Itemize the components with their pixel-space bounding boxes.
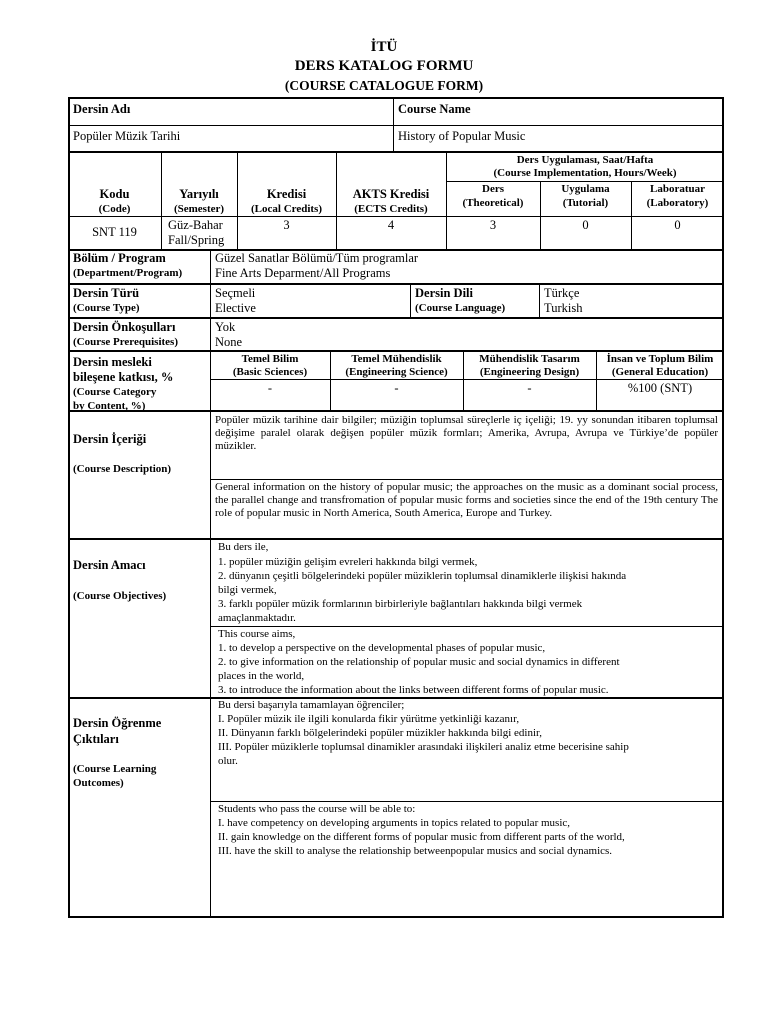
prerequisites-label-en: (Course Prerequisites) — [73, 336, 178, 348]
semester-header-en: (Semester) — [173, 203, 225, 215]
theoretical-header-en: (Theoretical) — [462, 197, 524, 209]
general-education-header-en: (General Education) — [611, 366, 709, 378]
department-value-en: Fine Arts Deparment/All Programs — [215, 266, 391, 280]
objectives-en-intro: This course aims, — [218, 628, 296, 640]
outcomes-tr-3a: III. Popüler müziklerle toplumsal dinamikler arasındaki ilişkileri analiz etme becerisine sahip — [218, 741, 629, 753]
divider — [68, 350, 724, 352]
course-type-label-en: (Course Type) — [73, 302, 140, 314]
divider — [393, 97, 394, 152]
code-header: Kodu — [99, 187, 130, 201]
laboratory-header: Laboratuar — [650, 183, 705, 195]
department-label: Bölüm / Program — [73, 251, 166, 265]
objectives-tr-3a: 3. farklı popüler müzik formlarının birbirleriyle bağlantıları hakkında bilgi vermek — [218, 598, 583, 610]
theoretical-header: Ders — [482, 183, 504, 195]
laboratory-header-en: (Laboratory) — [646, 197, 709, 209]
divider — [210, 801, 724, 802]
outcomes-label-en-1: (Course Learning — [73, 763, 157, 775]
outcomes-tr-2: II. Dünyanın farklı bölgelerindeki popüler müzikler hakkında bilgi edinir, — [218, 727, 542, 739]
laboratory-value: 0 — [674, 218, 681, 232]
objectives-label: Dersin Amacı — [73, 558, 146, 572]
engineering-science-header-en: (Engineering Science) — [345, 366, 448, 378]
objectives-en-3: 3. to introduce the information about the links between different forms of popular music. — [218, 684, 609, 696]
category-label-en-2: by Content, %) — [73, 400, 146, 412]
outcomes-tr-1: I. Popüler müzik ile ilgili konularda fikir yürütme yetkinliği kazanır, — [218, 713, 520, 725]
basic-sciences-header: Temel Bilim — [241, 353, 299, 365]
divider — [410, 283, 411, 318]
form-header — [0, 38, 768, 95]
course-language-label: Dersin Dili — [415, 286, 473, 300]
tutorial-header: Uygulama — [561, 183, 610, 195]
prerequisites-value-tr: Yok — [215, 320, 236, 334]
course-name-label-tr: Dersin Adı — [73, 102, 131, 116]
objectives-tr-2b: bilgi vermek, — [218, 584, 277, 596]
semester-value-tr: Güz-Bahar — [168, 218, 223, 232]
description-label: Dersin İçeriği — [73, 432, 147, 446]
credit-header-en: (Local Credits) — [251, 203, 322, 215]
semester-header: Yarıyılı — [179, 187, 219, 201]
description-label-en: (Course Description) — [73, 463, 172, 475]
objectives-tr-3b: amaçlanmaktadır. — [218, 612, 296, 624]
category-label-1: Dersin mesleki — [73, 355, 152, 369]
implementation-header: Ders Uygulaması, Saat/Hafta — [516, 154, 654, 166]
divider — [210, 479, 724, 480]
course-code-value: SNT 119 — [92, 225, 137, 239]
code-header-en: (Code) — [98, 203, 131, 215]
divider — [68, 151, 724, 153]
divider — [446, 181, 724, 182]
outcomes-label-2: Çıktıları — [73, 732, 119, 746]
divider — [68, 283, 724, 285]
engineering-science-value: - — [394, 381, 399, 395]
divider — [68, 216, 724, 217]
general-education-header: İnsan ve Toplum Bilim — [606, 353, 714, 365]
objectives-tr-1: 1. popüler müziğin gelişim evreleri hakkında bilgi vermek, — [218, 556, 478, 568]
outcomes-en-1: I. have competency on developing arguments in topics related to popular music, — [218, 817, 571, 829]
institution-title: İTÜ — [370, 39, 398, 55]
theoretical-value: 3 — [489, 218, 497, 232]
objectives-tr-2a: 2. dünyanın çeşitli bölgelerindeki popüler müziklerin toplumsal dinamiklerle ilişkisi hakında — [218, 570, 627, 582]
outcomes-en-3: III. have the skill to analyse the relationship betweenpopular musics and social dynamics. — [218, 845, 613, 857]
outcomes-tr-3b: olur. — [218, 755, 238, 767]
ects-header: AKTS Kredisi — [352, 187, 430, 201]
divider — [210, 379, 724, 380]
course-language-value-en: Turkish — [544, 301, 583, 315]
divider — [68, 538, 724, 540]
course-language-value-tr: Türkçe — [544, 286, 580, 300]
form-title: DERS KATALOG FORMU — [294, 58, 474, 74]
engineering-design-header-en: (Engineering Design) — [479, 366, 580, 378]
objectives-tr-intro: Bu ders ile, — [218, 541, 269, 553]
divider — [68, 410, 724, 412]
outcomes-label-1: Dersin Öğrenme — [73, 716, 162, 730]
objectives-en-1: 1. to develop a perspective on the developmental phases of popular music, — [218, 642, 546, 654]
course-name-value-tr: Popüler Müzik Tarihi — [73, 129, 181, 143]
outcomes-label-en-2: Outcomes) — [73, 777, 124, 789]
credit-value: 3 — [283, 218, 290, 232]
prerequisites-value-en: None — [215, 335, 243, 349]
outcomes-tr-intro: Bu dersi başarıyla tamamlayan öğrenciler; — [218, 699, 405, 711]
department-value-tr: Güzel Sanatlar Bölümü/Tüm programlar — [215, 251, 419, 265]
department-label-en: (Department/Program) — [73, 267, 183, 279]
description-text-en: General information on the history of popular music; the approaches on the music as a dominant social process, the parallel change and transfromation of popular music forms and societies since the end of the 19th century The role of popular music in North America, South America, Europe and Turkey. — [215, 481, 718, 519]
course-type-label: Dersin Türü — [73, 286, 140, 300]
divider — [539, 283, 540, 318]
divider — [210, 882, 211, 917]
course-type-value-tr: Seçmeli — [215, 286, 256, 300]
engineering-design-value: - — [527, 381, 532, 395]
divider — [68, 125, 724, 126]
divider — [210, 249, 211, 882]
semester-value-en: Fall/Spring — [168, 233, 225, 247]
objectives-label-en: (Course Objectives) — [73, 590, 167, 602]
outcomes-en-intro: Students who pass the course will be able to: — [218, 803, 416, 815]
divider — [68, 317, 724, 319]
general-education-value: %100 (SNT) — [627, 381, 693, 395]
form-subtitle: (COURSE CATALOGUE FORM) — [284, 78, 484, 93]
engineering-science-header: Temel Mühendislik — [351, 353, 442, 365]
course-name-label-en: Course Name — [398, 102, 471, 116]
ects-value: 4 — [387, 218, 395, 232]
tutorial-header-en: (Tutorial) — [562, 197, 609, 209]
tutorial-value: 0 — [582, 218, 589, 232]
course-name-value-en: History of Popular Music — [398, 129, 526, 143]
implementation-header-en: (Course Implementation, Hours/Week) — [493, 167, 677, 179]
category-label-en-1: (Course Category — [73, 386, 157, 398]
ects-header-en: (ECTS Credits) — [354, 203, 428, 215]
course-language-label-en: (Course Language) — [415, 302, 506, 314]
basic-sciences-header-en: (Basic Sciences) — [232, 366, 308, 378]
category-label-2: bileşene katkısı, % — [73, 370, 174, 384]
basic-sciences-value: - — [267, 381, 273, 395]
objectives-en-2b: places in the world, — [218, 670, 305, 682]
engineering-design-header: Mühendislik Tasarım — [479, 353, 580, 365]
outcomes-en-2: II. gain knowledge on the different forms of popular music from different parts of the world, — [218, 831, 625, 843]
credit-header: Kredisi — [266, 187, 307, 201]
description-text-tr: Popüler müzik tarihine dair bilgiler; müziğin toplumsal süreçlerle iç içeliği; 19. yy sonundan itibaren toplumsal değişime paralel olarak değişen popüler müzik formları; Amerika, Avrupa, Avrupa ve Türkiye’de popüler müzikler. — [215, 414, 718, 452]
divider — [210, 626, 724, 627]
course-type-value-en: Elective — [215, 301, 256, 315]
objectives-en-2a: 2. to give information on the relationship of popular music and social dynamics in different — [218, 656, 620, 668]
prerequisites-label: Dersin Önkoşulları — [73, 320, 176, 334]
